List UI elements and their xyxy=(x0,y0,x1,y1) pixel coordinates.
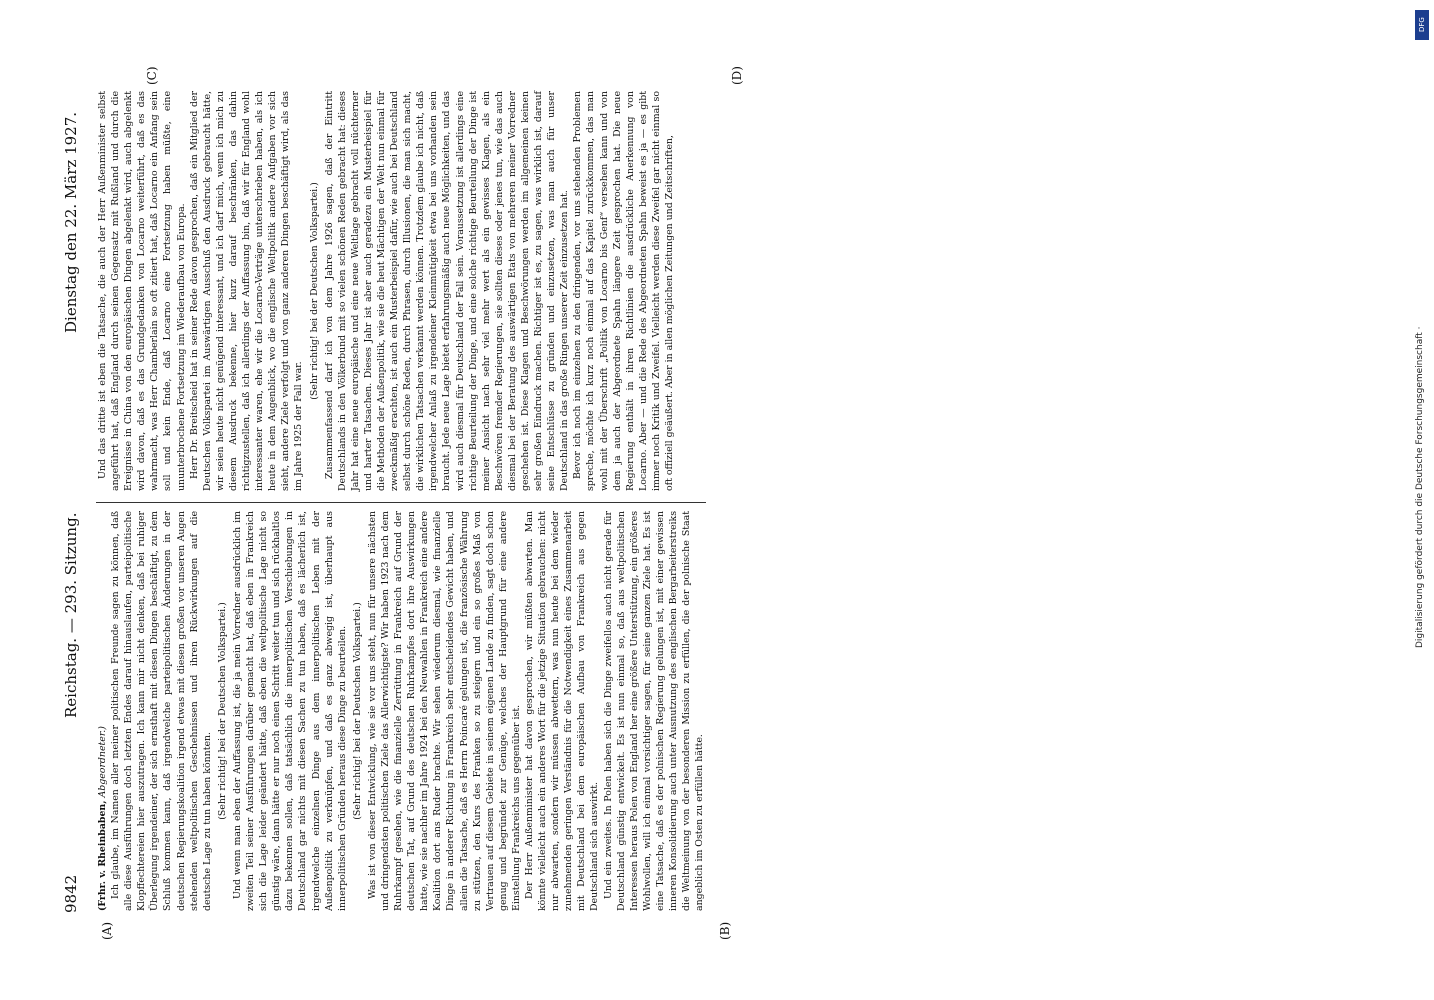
dfg-logo: DFG xyxy=(1415,10,1429,40)
paragraph: Und wenn man eben der Auffassung ist, die ja mein Vorredner ausdrücklich im zweiten Teil seiner Ausführungen darüber gemacht hat, daß eben in Frankreich sich die Lage leider geändert hätte, daß eben die weltpolitische Lage nicht so günstig wäre, dann hätte er nur noch einen Schritt weiter tun und sich rückhaltlos dazu bekennen sollen, daß tatsächlich die innerpolitischen Verschiebungen in Deutschland gar nichts mit diesen Sachen zu tun haben, daß es lächerlich ist, irgendwelche einzelnen Dinge aus dem innerpolitischen Leben mit der Außenpolitik zu verknüpfen, und daß es ganz abwegig ist, überhaupt aus innerpolitischen Gründen heraus diese Dinge zu beurteilen. xyxy=(231,511,348,911)
column-right xyxy=(96,91,796,491)
paragraph: Und das dritte ist eben die Tatsache, die auch der Herr Außenminister selbst angeführt hat, daß England durch seinen Gegensatz mit Rußland und durch die Ereignisse in China von den europäischen Dingen abgelenkt wird, auch abgelenkt wird davon, daß es das Grundgedanken von Locarno weiterführt, daß es das wahrmacht, was Herr Chamberlain so oft zitiert hat, daß Locarno ein Anfang sein soll und kein Ende, daß Locarno eine Fortsetzung haben müßte, eine ununterbrochene Fortsetzung im Wiederaufbau von Europa. xyxy=(97,91,187,491)
margin-letter-a: (A) xyxy=(100,921,114,940)
speaker-role: Abgeordneter.) xyxy=(97,726,108,798)
margin-letter-c: (C) xyxy=(145,66,159,85)
speaker-line xyxy=(96,511,109,911)
paragraph: Herr Dr. Breitscheid hat in seiner Rede davon gesprochen, daß ein Mitglied der Deutschen Volkspartei im Auswärtigen Ausschuß den Ausdruck gebraucht hätte, wir seien heute nicht genügend interessant, und ich darf mich, wenn ich mich zu diesem Ausdruck bekenne, hier kurz darauf beschränken, das dahin richtigzustellen, daß ich allerdings der Auffassung bin, daß wir für England wohl interessanter waren, ehe wir die Locarno-Verträge unterschrieben haben, als ich heute in dem Augenblick, wo die englische Weltpolitik andere Aufgaben vor sich sieht, andere Ziele verfolgt und von ganz anderen Dingen beschäftigt wird, als das im Jahre 1925 der Fall war. xyxy=(188,91,305,491)
paragraph: Und ein zweites. In Polen haben sich die Dinge zweifellos auch nicht gerade für Deutschland günstig entwickelt. Es ist nun einmal so, daß aus weltpolitischen Interessen heraus Polen von England her eine größere Unterstützung, ein größeres Wohlwollen, will ich einmal vorsichtiger sagen, für seine ganzen Ziele hat. Es ist eine Tatsache, daß es der polnischen Regierung gelungen ist, mit einer gewissen inneren Konsolidierung auch unter Ausnutzung des englischen Bergarbeiterstreiks die Weltmeinung von der besonderen Mission zu erfüllen, die der polnische Staat angeblich im Osten zu erfüllen hätte. xyxy=(602,511,706,911)
header-title-left: Reichstag. — 293. Sitzung. xyxy=(62,512,80,718)
paragraph: Ich glaube, im Namen aller meiner politischen Freunde sagen zu können, daß alle diese Ausführungen doch letzten Endes darauf hinauslaufen, parteipolitische Klopffechtereien hier auszutragen. Ich kann mir nicht denken, daß bei ruhiger Überlegung irgendeiner, der sich ernsthaft mit diesen Dingen beschäftigt, zu dem Schluß kommen kann, daß irgendwelche parteipolitischen Änderungen in der deutschen Regierungskoalition irgend etwas mit diesen großen vor unseren Augen stehenden weltpolitischen Geschehnissen und ihren Rückwirkungen auf die deutsche Lage zu tun haben könnten. xyxy=(110,511,213,911)
margin-letter-d: (D) xyxy=(730,66,744,85)
column-left xyxy=(96,511,816,911)
margin-letter-b: (B) xyxy=(718,921,732,940)
paragraph: Was ist von dieser Entwicklung, wie sie vor uns steht, nun für unsere nächsten und dringendsten politischen Ziele das Allerwichtigste? Wir haben 1923 nach dem Ruhrkampf gesehen, wie die finanzielle Zerrüttung in Frankreich auf Grund der deutschen Tat, auf Grund des deutschen Ruhrkampfes dort ihre Auswirkungen hatte, wie sie nachher im Jahre 1924 bei den Neuwahlen in Frankreich eine andere Koalition dort ans Ruder brachte. Wir sehen wiederum diesmal, wie finanzielle Dinge in anderer Richtung in Frankreich sehr entscheidendes Gewicht haben, und allein die Tatsache, daß es Herrn Poincaré gelungen ist, die französische Währung zu stützen, den Kurs des Franken so zu steigern und ein so großes Maß von Vertrauen auf diesem Gebiete in seinem eigenen Lande zu finden, sagt doch schon genug und begründet zur Genüge, welches der Hauptgrund für eine andere Einstellung Frankreichs uns gegenüber ist. xyxy=(366,511,522,911)
paragraph: Bevor ich noch im einzelnen zu den dringenden, vor uns stehenden Problemen spreche, möchte ich kurz noch einmal auf das Kapitel zurückkommen, das man wohl mit der Überschrift „Politik von Locarno bis Genf“ versehen kann und von dem ja auch der Abgeordnete Spahn längere Zeit gesprochen hat. Die neue Regierung enthält in ihren Richtlinien die ausdrückliche Anerkennung von Locarno. Aber — und die Rede des Abgeordneten Spahn beweist es ja — es gibt immer noch Kritik und Zweifel. Vielleicht werden diese Zweifel gar nicht einmal so oft offiziell geäußert. Aber in allen möglichen Zeitungen und Zeitschriften, xyxy=(572,91,676,491)
speaker-name: (Frhr. v. Rheinbaben, xyxy=(97,800,108,911)
page-number: 9842 xyxy=(62,874,80,913)
paragraph: Der Herr Außenminister hat davon gesprochen, wir müßten abwarten. Man könnte vielleicht auch ein anderes Wort für die jetzige Situation gebrauchen: nicht nur abwarten, sondern wir müssen abwettern, was nun heute bei dem wieder zunehmenden geringen Verständnis für die Notwendigkeit eines Zusammenarbeit mit Deutschland bei dem europäischen Aufbau von Frankreich aus gegen Deutschland sich auswirkt. xyxy=(524,511,601,911)
column-divider xyxy=(96,502,706,503)
paragraph: Zusammenfassend darf ich von dem Jahre 1926 sagen, daß der Eintritt Deutschlands in den Völkerbund mit so vielen schönen Reden gebracht hat: dieses Jahr hat eine neue europäische und eine neue Weltlage gebracht voll nüchterner und harter Tatsachen. Dieses Jahr ist aber auch geradezu ein Musterbeispiel für die Methoden der Außenpolitik, wie sie die heut Mächtigen der Welt nun einmal für zweckmäßig erachten, ist auch ein Musterbeispiel dafür, wie auch bei Deutschland selbst durch schöne Reden, durch Phrasen, durch Illusionen, die man sich macht, die wirklichen Tatsachen verkannt werden können. Trotzdem glaube ich nicht, daß irgendwelcher Anlaß zu irgendeiner Kleinmütigkeit etwa bei uns vorhanden sein braucht. Jede neue Lage bietet erfahrungsmäßig auch neue Möglichkeiten, und das wird auch diesmal für Deutschland der Fall sein. Voraussetzung ist allerdings eine richtige Beurteilung der Dinge, und eine solche richtige Beurteilung der Dinge ist meiner Ansicht nach sehr viel mehr wert als ein gewisses Klagen, als ein Beschwören fremder Regierungen, sie sollten dieses oder jenes tun, wie das auch diesmal bei der Beratung des auswärtigen Etats von mehreren meiner Vorredner geschehen ist. Diese Klagen und Beschwörungen werden im allgemeinen keinen sehr großen Eindruck machen. Richtiger ist es, zu sagen, was wirklich ist, darauf seine Entschlüsse zu gründen und einzusetzen, was man auch für unser Deutschland in das große Ringen unserer Zeit einzusetzen hat. xyxy=(323,91,571,491)
header-title-right: Dienstag den 22. März 1927. xyxy=(62,111,80,333)
interjection: (Sehr richtig! bei der Deutschen Volkspartei.) xyxy=(308,182,320,400)
credit-text: Digitalisierung gefördert durch die Deutsche Forschungsgemeinschaft · xyxy=(1415,326,1425,648)
interjection: (Sehr richtig! bei der Deutschen Volkspartei.) xyxy=(351,602,363,820)
digitization-credit xyxy=(1413,8,1431,648)
page-header xyxy=(62,91,92,913)
interjection: (Sehr richtig! bei der Deutschen Volkspartei.) xyxy=(216,602,228,820)
